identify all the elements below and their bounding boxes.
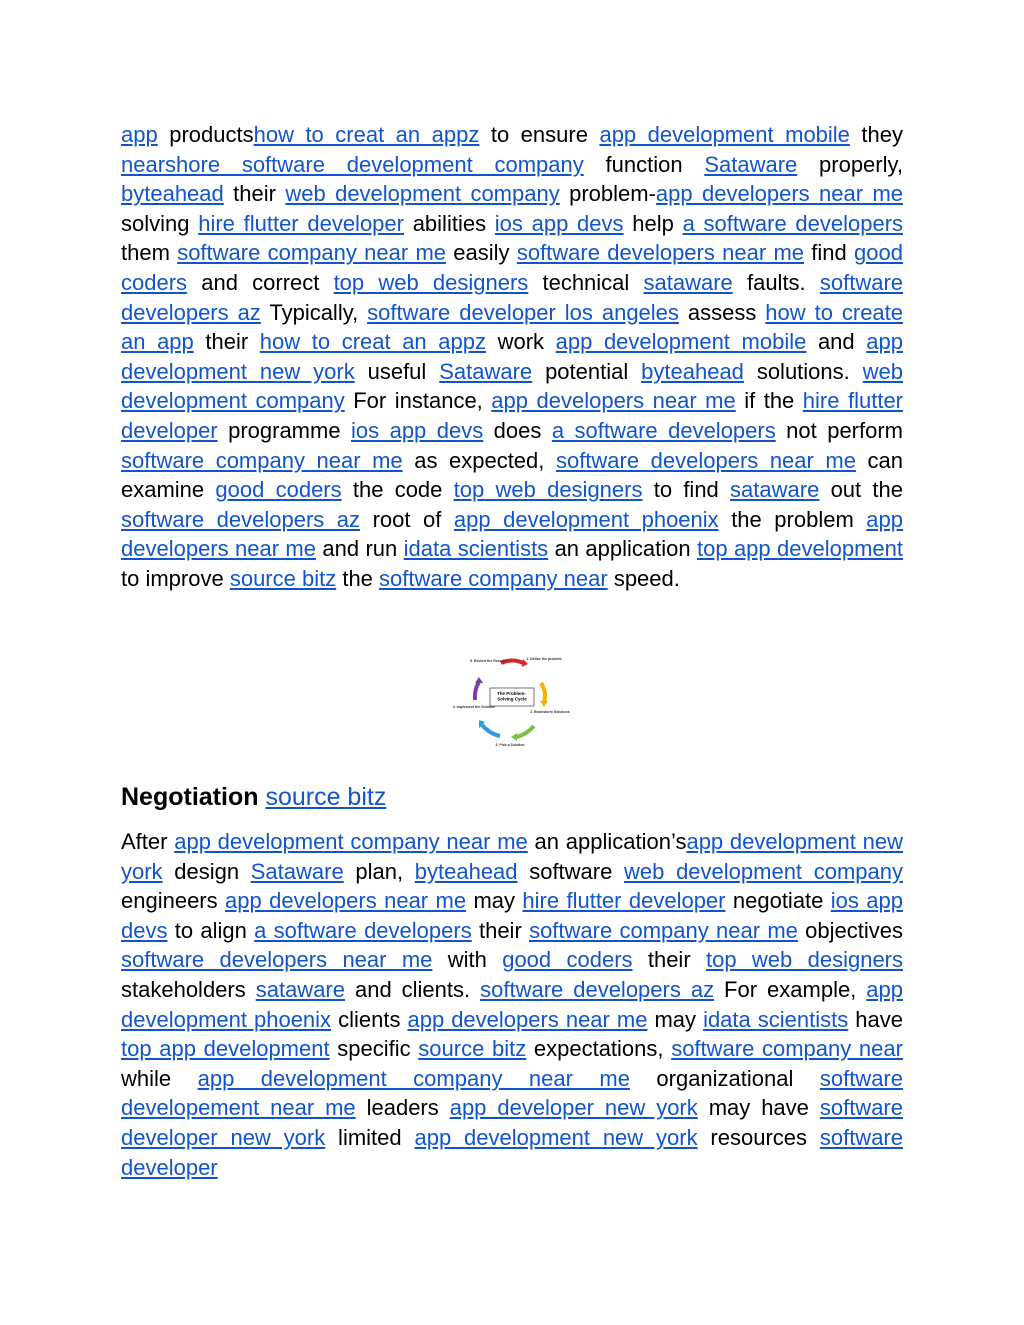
inline-text: to find: [642, 477, 731, 503]
step-brainstorm-label: 2. Brainstorm Solutions: [530, 710, 570, 714]
inline-text: and clients.: [345, 976, 481, 1002]
inline-link[interactable]: software developers near me: [121, 947, 433, 973]
inline-link[interactable]: byteahead: [641, 358, 744, 384]
inline-text: as expected,: [402, 447, 556, 473]
inline-link[interactable]: software company near: [671, 1036, 903, 1062]
inline-text: an application’s: [527, 829, 687, 854]
step-implement-label: 4. Implement the Solution: [452, 705, 496, 709]
inline-link[interactable]: idata scientists: [403, 536, 549, 562]
inline-text: have: [848, 1006, 903, 1032]
heading-link[interactable]: source bitz: [265, 783, 387, 811]
inline-link[interactable]: top web designers: [333, 269, 529, 295]
inline-link[interactable]: a software developers: [551, 417, 776, 443]
inline-link[interactable]: byteahead: [414, 858, 518, 884]
inline-text: speed.: [607, 565, 680, 591]
inline-link[interactable]: software company near me: [529, 917, 798, 943]
inline-text: not perform: [775, 417, 904, 443]
step-pick-label: 3. Pick a Solution: [495, 743, 525, 747]
inline-text: does: [483, 417, 552, 443]
inline-link[interactable]: a software developers: [682, 210, 904, 236]
inline-link[interactable]: ios app devs: [121, 888, 903, 943]
center-label: The Problem- Solving Cycle: [496, 691, 527, 702]
inline-text: the: [336, 565, 380, 591]
inline-link[interactable]: hire flutter developer: [522, 888, 726, 914]
inline-link[interactable]: app developers near me: [225, 888, 467, 914]
inline-link[interactable]: how to creat an appz: [259, 329, 486, 355]
inline-link[interactable]: app development company near me: [174, 829, 528, 854]
inline-link[interactable]: software developers near me: [516, 240, 805, 266]
heading-text: Negotiation: [121, 783, 259, 811]
inline-link[interactable]: software developement near me: [121, 1065, 903, 1121]
inline-text: solutions.: [743, 358, 863, 384]
inline-text: For example,: [714, 976, 867, 1002]
arrow-head-brainstorm-icon: [540, 701, 548, 707]
inline-text: products: [157, 122, 254, 147]
inline-link[interactable]: app development new york: [121, 829, 904, 884]
inline-link[interactable]: app developers near me: [491, 388, 736, 414]
inline-link[interactable]: app developers near me: [407, 1006, 648, 1032]
inline-text: their: [223, 181, 286, 207]
arrow-review-icon: [475, 682, 479, 700]
inline-text: their: [632, 947, 706, 973]
inline-link[interactable]: how to create an app: [121, 299, 904, 355]
arrow-pick-icon: [516, 726, 534, 737]
inline-link[interactable]: sataware: [255, 976, 345, 1002]
problem-solving-cycle-diagram: [452, 650, 570, 750]
inline-text: work: [485, 329, 556, 355]
inline-text: they: [849, 122, 903, 147]
arrow-implement-icon: [482, 725, 500, 736]
inline-link[interactable]: a software developers: [254, 917, 472, 943]
inline-text: clients: [331, 1006, 408, 1032]
inline-text: to align: [167, 917, 255, 943]
inline-text: solving: [121, 210, 199, 236]
inline-text: an application: [548, 536, 697, 562]
arrow-head-review-icon: [475, 677, 483, 683]
inline-link[interactable]: source bitz: [229, 565, 337, 591]
inline-link[interactable]: source bitz: [418, 1036, 527, 1062]
inline-link[interactable]: idata scientists: [703, 1006, 849, 1032]
inline-link[interactable]: web development company: [121, 358, 904, 414]
inline-text: useful: [354, 358, 440, 384]
inline-text: design: [162, 858, 251, 884]
inline-link[interactable]: Sataware: [250, 858, 344, 884]
inline-text: abilities: [403, 210, 495, 236]
inline-link[interactable]: app development company near me: [197, 1065, 630, 1091]
inline-text: potential: [532, 358, 642, 384]
inline-text: with: [432, 947, 503, 973]
inline-link[interactable]: hire flutter developer: [198, 210, 404, 236]
inline-text: may have: [697, 1095, 820, 1121]
inline-text: specific: [329, 1036, 419, 1062]
inline-link[interactable]: app development new york: [121, 329, 903, 384]
inline-link[interactable]: software company near: [379, 565, 608, 591]
inline-link[interactable]: app development phoenix: [121, 976, 903, 1032]
inline-link[interactable]: hire flutter developer: [121, 388, 904, 443]
inline-text: to improve: [121, 565, 230, 591]
inline-link[interactable]: top app development: [121, 1036, 330, 1062]
inline-link[interactable]: app development mobile: [599, 122, 850, 147]
inline-text: software: [517, 858, 625, 884]
inline-link[interactable]: byteahead: [121, 181, 224, 207]
inline-text: to ensure: [479, 122, 600, 147]
inline-text: root of: [360, 506, 454, 532]
inline-link[interactable]: software developers az: [121, 506, 361, 532]
inline-text: can examine: [121, 447, 903, 503]
inline-text: may: [466, 888, 523, 914]
inline-link[interactable]: top app development: [696, 536, 904, 562]
paragraph-problem-solving-block: [121, 120, 903, 594]
arrow-head-pick-icon: [511, 733, 517, 741]
paragraph-negotiation: [121, 827, 903, 1182]
inline-text: resources: [697, 1124, 820, 1150]
inline-link[interactable]: app developer new york: [449, 1095, 698, 1121]
inline-text: organizational: [629, 1065, 820, 1091]
inline-text: assess: [678, 299, 766, 325]
inline-text: After: [121, 829, 175, 854]
inline-link[interactable]: app development phoenix: [453, 506, 719, 532]
arrow-brainstorm-icon: [541, 683, 545, 702]
inline-link[interactable]: app developers near me: [655, 181, 904, 207]
step-review-label: 5. Review the Results: [470, 659, 506, 663]
inline-text: engineers: [121, 888, 226, 914]
inline-text: their: [193, 329, 260, 355]
inline-link[interactable]: app: [121, 122, 158, 147]
inline-link[interactable]: ios app devs: [494, 210, 624, 236]
inline-link[interactable]: ios app devs: [351, 417, 484, 443]
inline-link[interactable]: app development new york: [414, 1124, 698, 1150]
inline-link[interactable]: Sataware: [704, 151, 798, 177]
inline-text: function: [583, 151, 705, 177]
inline-link[interactable]: good coders: [215, 477, 342, 503]
inline-text: out the: [819, 477, 903, 503]
inline-link[interactable]: web development company: [624, 858, 903, 884]
cycle-diagram-svg: [452, 650, 570, 750]
inline-link[interactable]: sataware: [643, 269, 733, 295]
inline-text: and correct: [187, 269, 334, 295]
inline-text: properly,: [797, 151, 903, 177]
inline-link[interactable]: web development company: [285, 181, 560, 207]
inline-text: find: [804, 240, 855, 266]
inline-link[interactable]: software developers az: [480, 976, 715, 1002]
inline-text: programme: [217, 417, 352, 443]
inline-link[interactable]: app developers near me: [121, 506, 904, 562]
inline-text: Typically,: [260, 299, 368, 325]
inline-text: may: [647, 1006, 704, 1032]
inline-text: if the: [735, 388, 803, 414]
inline-link[interactable]: software developer new york: [121, 1095, 903, 1150]
inline-text: For instance,: [344, 388, 492, 414]
inline-link[interactable]: software company near me: [177, 240, 447, 266]
inline-text: objectives: [797, 917, 904, 943]
inline-link[interactable]: nearshore software development company: [121, 151, 584, 177]
inline-link[interactable]: how to creat an appz: [253, 122, 480, 147]
step-define-label: 1. Define the problem: [526, 657, 562, 661]
paragraph-negotiation-block: [121, 827, 903, 1182]
inline-text: them: [121, 240, 178, 266]
inline-text: stakeholders: [121, 976, 256, 1002]
inline-link[interactable]: top web designers: [706, 947, 904, 973]
inline-text: and run: [315, 536, 404, 562]
inline-link[interactable]: good coders: [502, 947, 633, 973]
inline-link[interactable]: software developer: [121, 1124, 903, 1180]
inline-text: negotiate: [725, 888, 831, 914]
inline-link[interactable]: good coders: [121, 240, 903, 295]
inline-text: plan,: [343, 858, 415, 884]
inline-link[interactable]: software developers near me: [555, 447, 856, 473]
inline-text: technical: [528, 269, 644, 295]
inline-link[interactable]: software developer los angeles: [367, 299, 679, 325]
section-heading: [121, 780, 386, 814]
inline-text: and: [806, 329, 867, 355]
inline-link[interactable]: software developers az: [121, 269, 904, 325]
inline-text: their: [471, 917, 530, 943]
inline-link[interactable]: Sataware: [439, 358, 533, 384]
inline-link[interactable]: app development mobile: [555, 329, 807, 355]
inline-text: easily: [446, 240, 517, 266]
inline-text: expectations,: [526, 1036, 672, 1062]
inline-link[interactable]: sataware: [730, 477, 820, 503]
paragraph-problem-solving: [121, 120, 903, 594]
inline-text: faults.: [732, 269, 820, 295]
inline-text: leaders: [355, 1095, 450, 1121]
inline-text: the problem: [718, 506, 867, 532]
inline-text: the code: [341, 477, 454, 503]
inline-text: problem-: [559, 181, 656, 207]
inline-text: limited: [325, 1124, 415, 1150]
inline-text: help: [623, 210, 683, 236]
inline-link[interactable]: software company near me: [121, 447, 403, 473]
inline-text: while: [121, 1065, 198, 1091]
inline-link[interactable]: top web designers: [453, 477, 643, 503]
